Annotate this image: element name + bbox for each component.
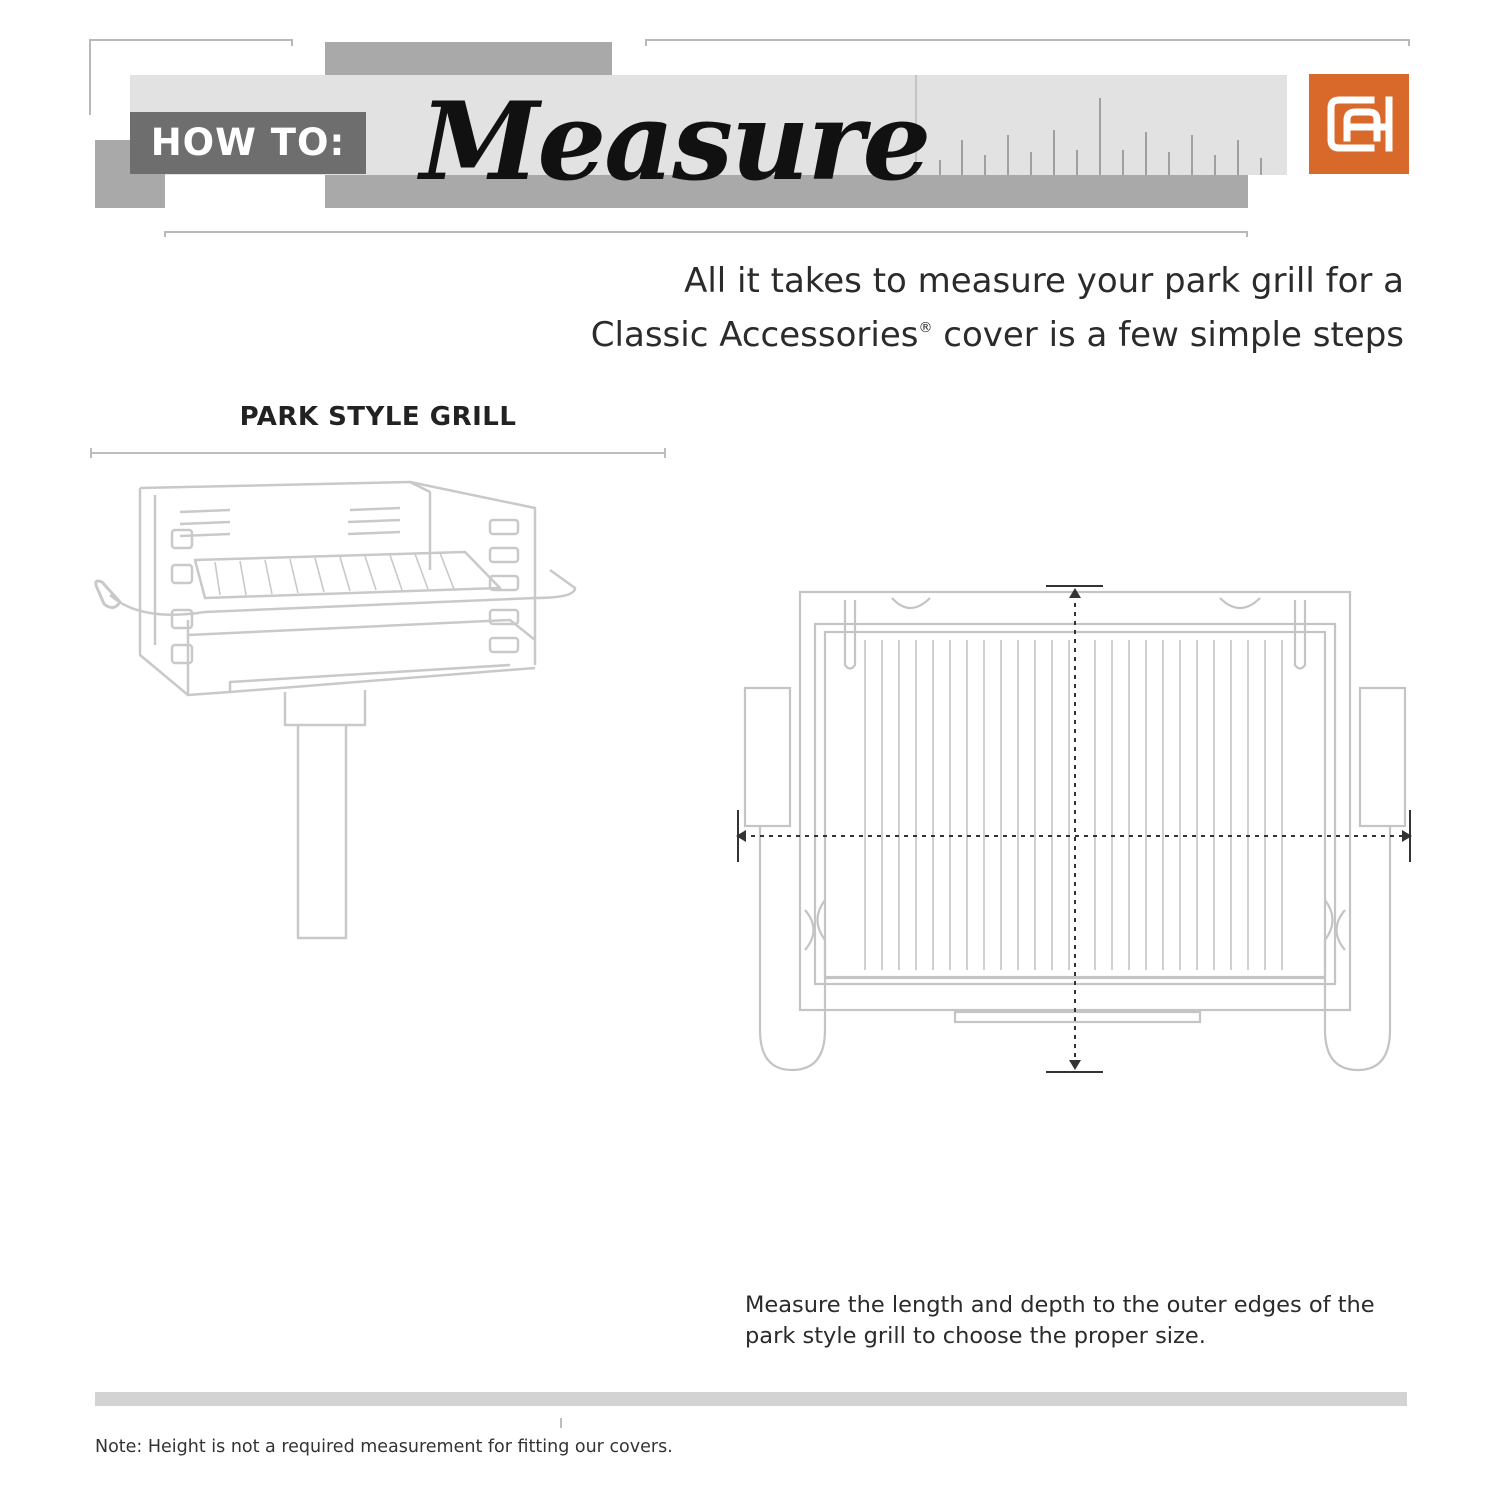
- section-heading: PARK STYLE GRILL: [239, 402, 517, 432]
- footer-divider: [95, 1392, 1407, 1406]
- intro-line-2: [504, 305, 1404, 359]
- footer-note: Note: Height is not a required measurement for fitting our covers.: [95, 1437, 673, 1457]
- page-title: Measure: [420, 79, 930, 205]
- intro-text: [504, 258, 1404, 359]
- park-grill-top-view-icon: [730, 580, 1420, 1080]
- intro-line-2-rest: cover is a few simple steps: [932, 315, 1404, 355]
- instruction-text: Measure the length and depth to the outer edges of the park style grill to choose the proper size.: [745, 1292, 1375, 1349]
- section-divider-cap-right: [664, 448, 666, 458]
- section-divider: [90, 452, 666, 454]
- intro-line-1: All it takes to measure your park grill for a: [684, 261, 1404, 301]
- howto-label: HOW TO:: [130, 112, 366, 174]
- footer-tick: [560, 1418, 562, 1428]
- section-divider-cap-left: [90, 448, 92, 458]
- registered-mark: ®: [918, 320, 933, 336]
- classic-accessories-logo-icon: [1309, 74, 1409, 174]
- brand-name: Classic Accessories: [590, 315, 919, 355]
- park-grill-perspective-icon: [80, 470, 600, 950]
